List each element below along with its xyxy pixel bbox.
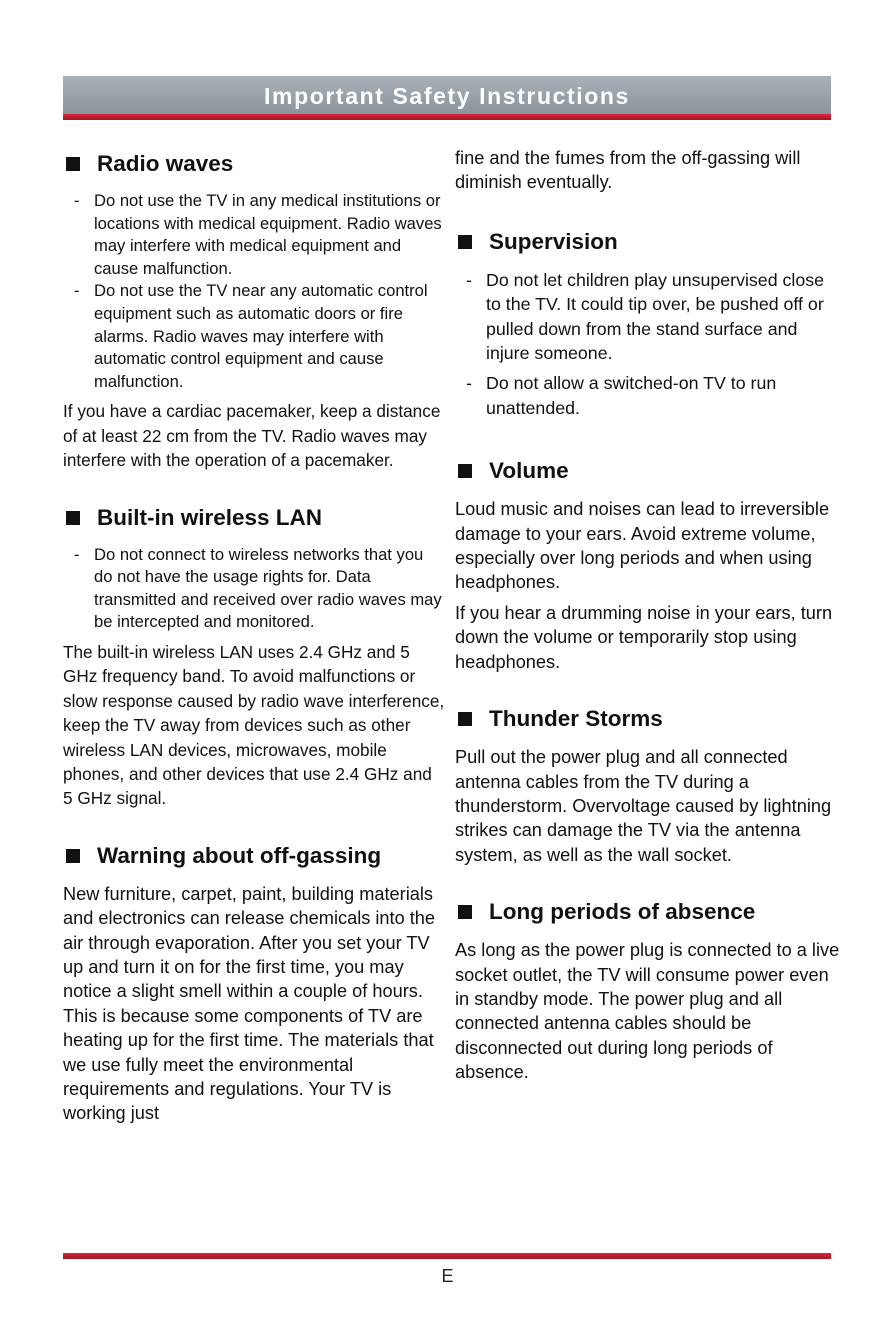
list-item-text: Do not let children play unsupervised close to the TV. It could tip over, be pushed off or pulled down from the stand surface and injure someone. xyxy=(486,269,825,364)
right-column xyxy=(455,146,840,1085)
footer-divider xyxy=(63,1253,831,1259)
section-heading-volume xyxy=(455,457,840,485)
list-item xyxy=(455,371,840,420)
paragraph: The built-in wireless LAN uses 2.4 GHz and 5 GHz frequency band. To avoid malfunctions or slow response caused by radio wave interference, keep the TV away from devices such as other wireless LAN devices, microwaves, mobile phones, and other devices that use 2.4 GHz and 5 GHz signal. xyxy=(63,641,445,809)
dash-marker: - xyxy=(74,191,80,210)
paragraph: Loud music and noises can lead to irreversible damage to your ears. Avoid extreme volume, especially over long periods and when using headphones. xyxy=(455,499,830,593)
section-heading-thunder-storms xyxy=(455,705,840,733)
list-item xyxy=(455,268,840,366)
list-item xyxy=(63,280,445,393)
bullet-list xyxy=(455,268,840,420)
heading-text: Long periods of absence xyxy=(489,899,756,925)
paragraph: If you hear a drumming noise in your ears, turn down the volume or temporarily stop using headphones. xyxy=(455,602,833,672)
list-item xyxy=(63,190,445,280)
section-heading-supervision xyxy=(455,228,840,256)
paragraph: Pull out the power plug and all connected antenna cables from the TV during a thunderstorm. Overvoltage caused by lightning strikes can damage the TV via the antenna system, as well as the wall socket. xyxy=(455,747,832,865)
dash-marker: - xyxy=(74,281,80,301)
section-heading-radio-waves xyxy=(63,150,445,178)
heading-text: Thunder Storms xyxy=(489,706,663,732)
paragraph: New furniture, carpet, paint, building materials and electronics can release chemicals into the air through evaporation. After you set your TV up and turn it on for the first time, you may notice a slight smell within a couple of hours. This is because some components of TV are heating up for the first time. The materials that we use fully meet the environmental requirements and regulations. Your TV is working just xyxy=(63,883,436,1124)
section-heading-wireless-lan xyxy=(63,504,445,532)
header-bar xyxy=(63,76,831,114)
page-title: Important Safety Instructions xyxy=(264,82,630,109)
paragraph: If you have a cardiac pacemaker, keep a distance of at least 22 cm from the TV. Radio waves may interfere with the operation of a pacemaker. xyxy=(63,401,441,471)
square-bullet-icon xyxy=(66,511,80,525)
paragraph: As long as the power plug is connected to a live socket outlet, the TV will consume power even in standby mode. The power plug and all connected antenna cables should be disconnected out during long periods of absence. xyxy=(455,940,840,1083)
square-bullet-icon xyxy=(458,905,472,919)
square-bullet-icon xyxy=(458,235,472,249)
list-item xyxy=(63,544,445,634)
section-heading-off-gassing xyxy=(63,842,445,870)
heading-text: Supervision xyxy=(489,228,618,254)
bullet-list xyxy=(63,190,445,393)
bullet-list xyxy=(63,544,445,634)
square-bullet-icon xyxy=(458,464,472,478)
square-bullet-icon xyxy=(66,849,80,863)
heading-text: Volume xyxy=(489,458,569,484)
list-item-text: Do not use the TV near any automatic control equipment such as automatic doors or fire alarms. Radio waves may interfere with automatic control equipment and cause malfunction. xyxy=(94,281,428,391)
dash-marker: - xyxy=(466,373,472,394)
page-number: E xyxy=(441,1266,454,1286)
left-column xyxy=(63,146,445,1126)
section-heading-long-absence xyxy=(455,898,840,926)
list-item-text: Do not allow a switched-on TV to run unattended. xyxy=(486,373,777,418)
header-divider xyxy=(63,114,831,120)
heading-text: Radio waves xyxy=(97,151,234,176)
dash-marker: - xyxy=(74,544,80,564)
paragraph-continued: fine and the fumes from the off-gassing will diminish eventually. xyxy=(455,148,801,193)
square-bullet-icon xyxy=(458,712,472,726)
dash-marker: - xyxy=(466,269,472,290)
list-item-text: Do not use the TV in any medical institutions or locations with medical equipment. Radio waves may interfere with medical equipment and cause malfunction. xyxy=(94,191,442,278)
heading-text: Warning about off-gassing xyxy=(97,842,382,868)
list-item-text: Do not connect to wireless networks that you do not have the usage rights for. Data transmitted and received over radio waves may be intercepted and monitored. xyxy=(94,544,442,632)
heading-text: Built-in wireless LAN xyxy=(97,504,323,530)
square-bullet-icon xyxy=(66,157,80,171)
